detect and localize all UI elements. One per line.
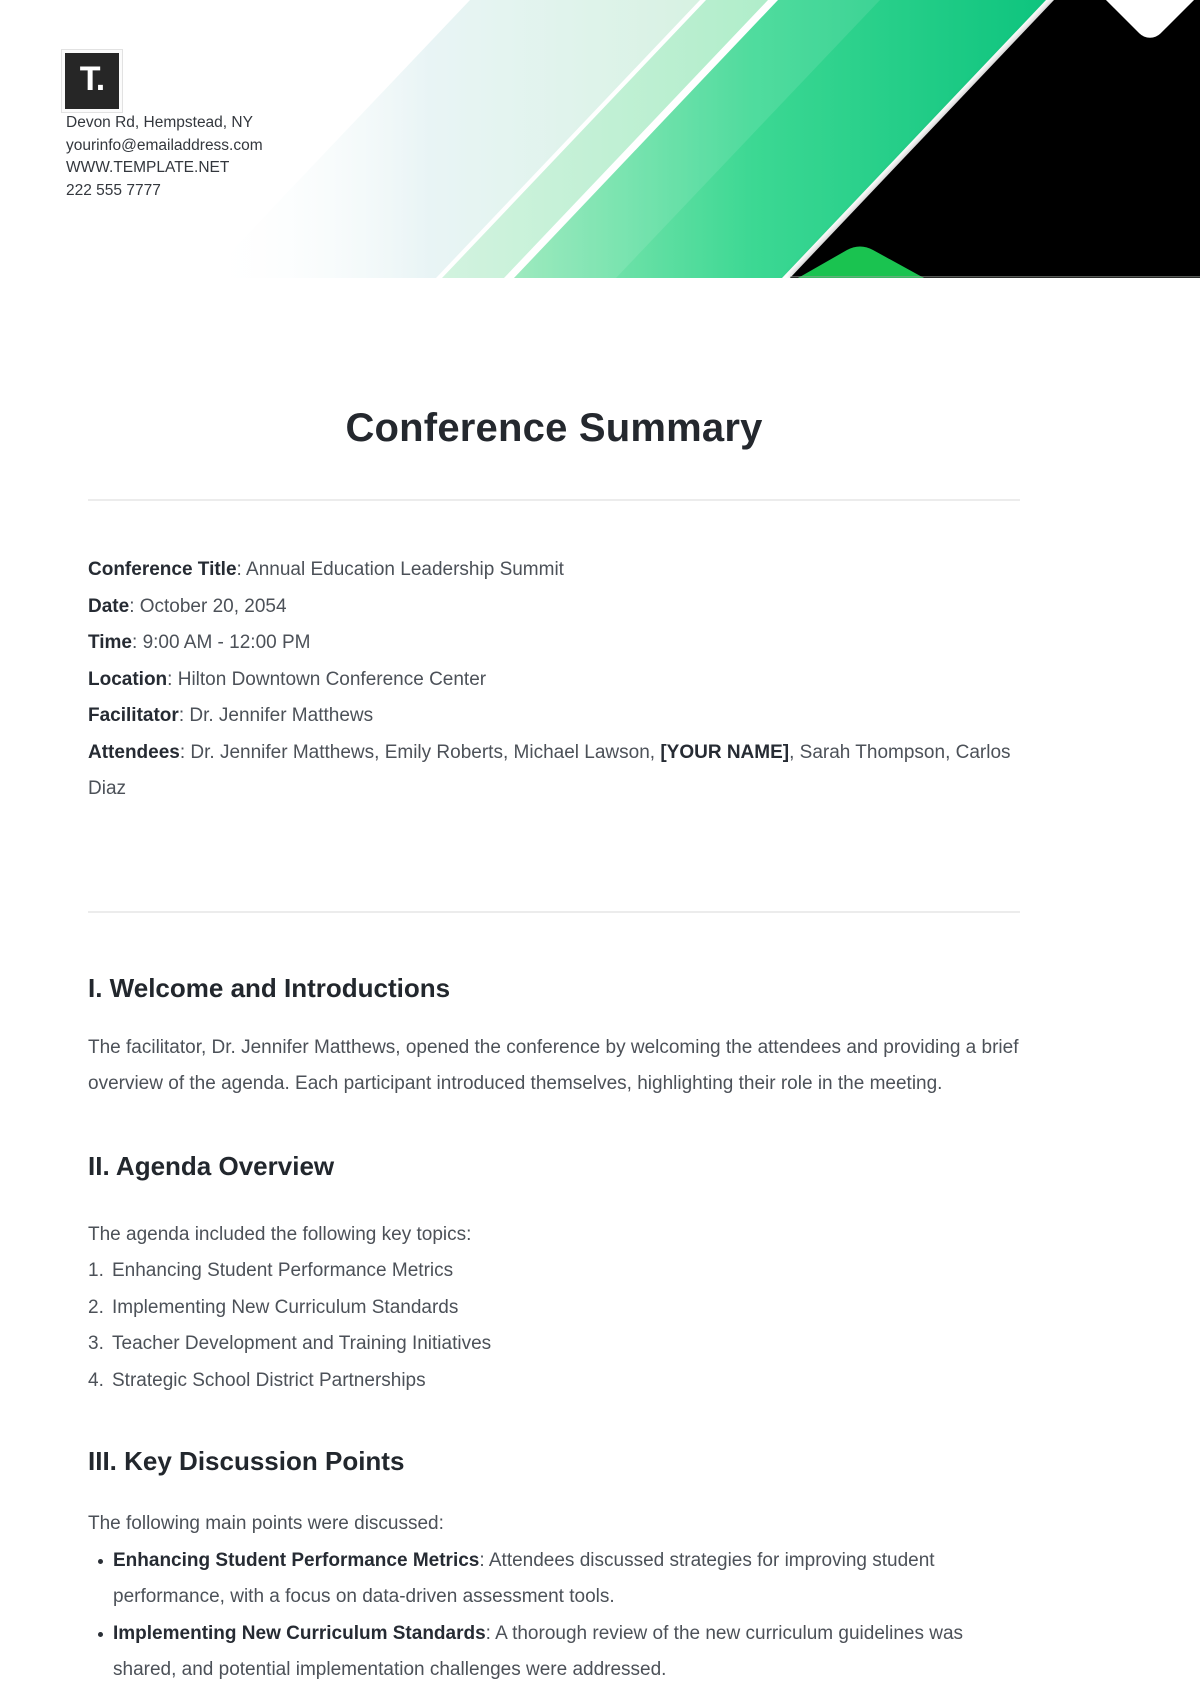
your-name-placeholder: [YOUR NAME] (660, 741, 790, 763)
bullet-item (88, 1616, 1020, 1689)
detail-row (88, 552, 1020, 589)
page-title: Conference Summary (345, 406, 763, 450)
detail-label: Facilitator (88, 705, 179, 726)
list-number: 2. (88, 1296, 104, 1318)
list-number: 3. (88, 1333, 104, 1354)
bullet-text (113, 1543, 1020, 1616)
list-number: 4. (88, 1369, 104, 1391)
detail-value: : Dr. Jennifer Matthews (178, 705, 374, 726)
detail-label: Location (88, 668, 168, 690)
detail-row (88, 589, 1020, 626)
bullet-desc: : Attendees discussed strategies for improving student performance, with a focus on data-driven assessment tools. (113, 1549, 935, 1607)
agenda-intro: The agenda included the following key topics: (88, 1223, 472, 1245)
list-text: Teacher Development and Training Initiatives (112, 1333, 492, 1354)
detail-label: Conference Title (88, 559, 237, 580)
section-paragraph: The facilitator, Dr. Jennifer Matthews, opened the conference by welcoming the attendees and providing a brief overview of the agenda. Each participant introduced themselves, highlighting their role in the meeting. (88, 1036, 1019, 1094)
conference-details (88, 552, 1020, 808)
detail-label: Attendees (88, 741, 180, 763)
list-text: Enhancing Student Performance Metrics (112, 1260, 454, 1281)
list-number: 1. (88, 1260, 104, 1281)
detail-value: : Dr. Jennifer Matthews, Emily Roberts, Michael Lawson, (179, 741, 661, 763)
bullet-item (88, 1543, 1020, 1616)
bullet-term: Enhancing Student Performance Metrics (113, 1549, 480, 1571)
detail-row-attendees (88, 735, 1020, 808)
section-heading-welcome: I. Welcome and Introductions (88, 972, 451, 1003)
detail-value: : 9:00 AM - 12:00 PM (132, 632, 311, 653)
detail-row (88, 698, 1020, 735)
detail-value: : Hilton Downtown Conference Center (167, 668, 487, 690)
detail-value: , Sarah Thompson, Carlos Diaz (88, 741, 1011, 799)
detail-label: Date (88, 595, 130, 617)
discussion-intro: The following main points were discussed: (88, 1513, 444, 1534)
bullet-desc: : A thorough review of the new curriculum guidelines was shared, and potential implementation challenges were addressed. (113, 1622, 964, 1680)
email-line: yourinfo@emailaddress.com (66, 136, 263, 154)
phone-line: 222 555 7777 (66, 181, 161, 199)
detail-label: Time (88, 632, 133, 653)
list-item (88, 1290, 1020, 1327)
bullet-dot-icon (98, 1632, 103, 1637)
website-line: WWW.TEMPLATE.NET (66, 159, 230, 176)
list-text: Strategic School District Partnerships (112, 1369, 426, 1391)
detail-row (88, 662, 1020, 699)
list-item (88, 1326, 1020, 1363)
detail-value: : October 20, 2054 (129, 595, 287, 617)
bullet-dot-icon (98, 1559, 103, 1564)
divider (88, 499, 1020, 501)
bullet-text (113, 1616, 1020, 1689)
section-heading-agenda: II. Agenda Overview (88, 1150, 335, 1181)
section-heading-discussion: III. Key Discussion Points (88, 1446, 405, 1476)
agenda-numbered-list (88, 1253, 1020, 1399)
detail-value: : Annual Education Leadership Summit (236, 559, 564, 580)
bullet-term: Implementing New Curriculum Standards (113, 1622, 486, 1644)
discussion-bullet-list (88, 1543, 1020, 1689)
list-item (88, 1363, 1020, 1400)
list-text: Implementing New Curriculum Standards (112, 1296, 459, 1318)
t-logo-text: T. (79, 59, 105, 98)
divider (88, 911, 1020, 913)
content-column (88, 0, 1020, 1689)
detail-row (88, 625, 1020, 662)
address-line: Devon Rd, Hempstead, NY (66, 114, 253, 131)
list-item (88, 1253, 1020, 1290)
